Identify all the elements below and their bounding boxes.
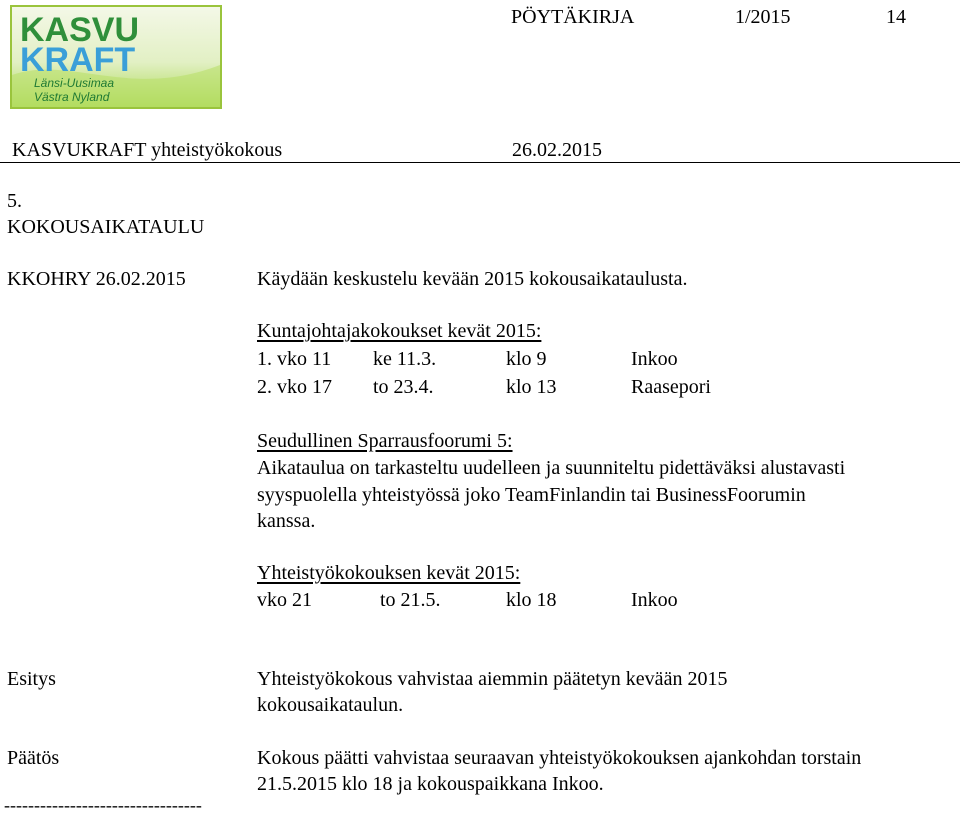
section-title: KOKOUSAIKATAULU bbox=[7, 216, 205, 238]
paatos-line-2: 21.5.2015 klo 18 ja kokouspaikkana Inkoo. bbox=[257, 773, 604, 795]
kasvukraft-logo bbox=[10, 5, 222, 109]
kj-row-1-time: klo 9 bbox=[506, 348, 547, 370]
yt-row-place: Inkoo bbox=[631, 589, 678, 611]
sparraus-heading: Seudullinen Sparrausfoorumi 5: bbox=[257, 430, 513, 452]
separator-dashes: --------------------------------- bbox=[4, 795, 202, 815]
page-number: 14 bbox=[886, 6, 906, 28]
kuntajohtaja-heading: Kuntajohtajakokoukset kevät 2015: bbox=[257, 320, 542, 342]
doc-type: PÖYTÄKIRJA bbox=[511, 6, 635, 28]
yt-row-time: klo 18 bbox=[506, 589, 557, 611]
section-number: 5. bbox=[7, 190, 22, 212]
sparraus-line-3: kanssa. bbox=[257, 510, 316, 532]
kj-row-1-week: 1. vko 11 bbox=[257, 348, 332, 370]
kj-row-2-week: 2. vko 17 bbox=[257, 376, 332, 398]
yt-row-day: to 21.5. bbox=[380, 589, 441, 611]
esitys-line-2: kokousaikataulun. bbox=[257, 694, 404, 716]
kj-row-1-day: ke 11.3. bbox=[373, 348, 437, 370]
kj-row-2-day: to 23.4. bbox=[373, 376, 434, 398]
kj-row-2-place: Raasepori bbox=[631, 376, 711, 398]
prep-intro: Käydään keskustelu kevään 2015 kokousaikataulusta. bbox=[257, 268, 688, 290]
sparraus-line-2: syyspuolella yhteistyössä joko TeamFinlandin tai BusinessFoorumin bbox=[257, 484, 806, 506]
doc-number: 1/2015 bbox=[735, 6, 791, 28]
meeting-date: 26.02.2015 bbox=[512, 139, 602, 161]
yhteistyo-heading: Yhteistyökokouksen kevät 2015: bbox=[257, 562, 521, 584]
sparraus-line-1: Aikataulua on tarkasteltu uudelleen ja suunniteltu pidettäväksi alustavasti bbox=[257, 457, 846, 479]
logo-line-kasvu: KASVU bbox=[20, 11, 140, 49]
kj-row-2-time: klo 13 bbox=[506, 376, 557, 398]
logo-line-region-fi: Länsi-Uusimaa bbox=[34, 76, 115, 90]
prep-label: KKOHRY 26.02.2015 bbox=[7, 268, 186, 290]
logo-line-region-sv: Västra Nyland bbox=[34, 90, 110, 104]
meeting-name: KASVUKRAFT yhteistyökokous bbox=[12, 139, 283, 161]
paatos-label: Päätös bbox=[7, 747, 60, 769]
paatos-line-1: Kokous päätti vahvistaa seuraavan yhteistyökokouksen ajankohdan torstain bbox=[257, 747, 862, 769]
yt-row-week: vko 21 bbox=[257, 589, 312, 611]
esitys-label: Esitys bbox=[7, 668, 56, 690]
logo-line-kraft: KRAFT bbox=[20, 41, 136, 79]
header-rule bbox=[0, 162, 960, 163]
kj-row-1-place: Inkoo bbox=[631, 348, 678, 370]
esitys-line-1: Yhteistyökokous vahvistaa aiemmin päätetyn kevään 2015 bbox=[257, 668, 728, 690]
